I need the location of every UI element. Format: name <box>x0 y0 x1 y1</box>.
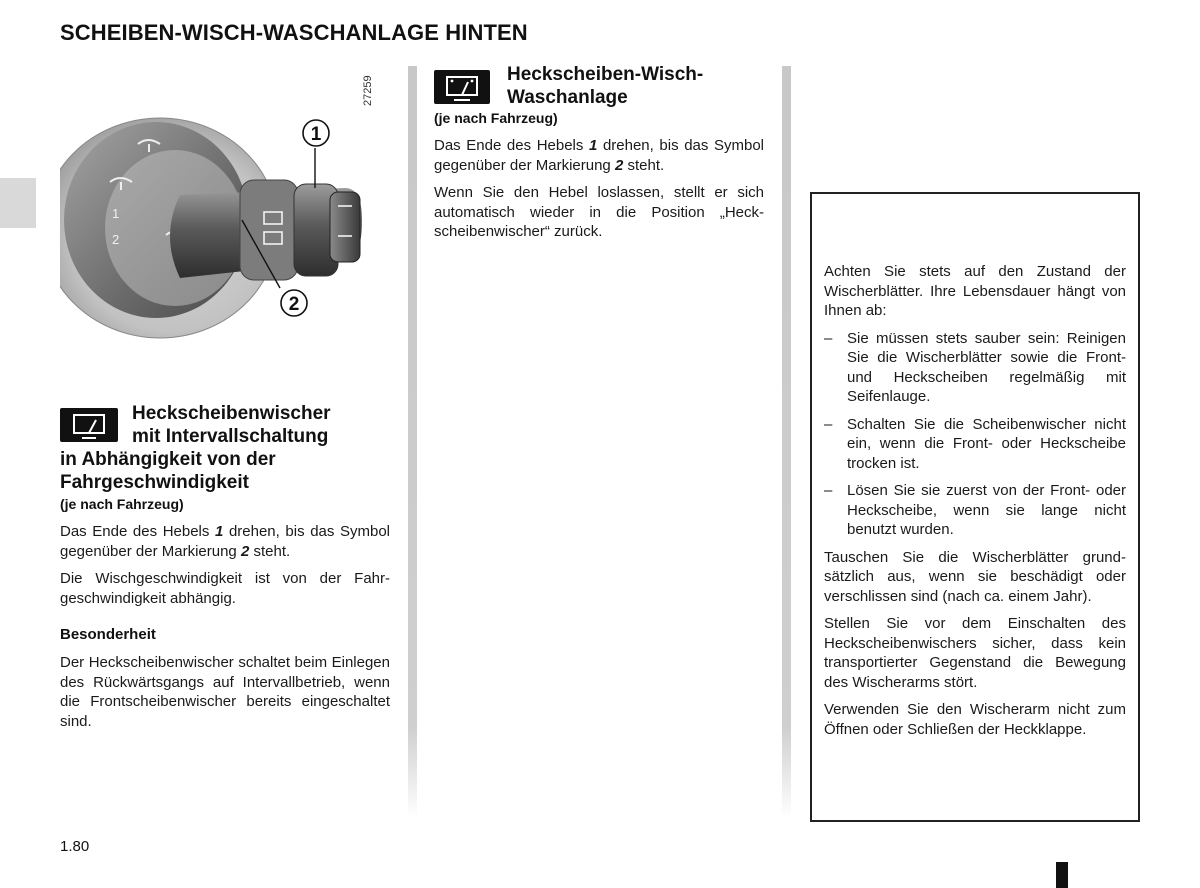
lever-ref-1: 1 <box>589 137 598 154</box>
lever-ref-1: 1 <box>215 523 224 540</box>
column-separator-right <box>782 66 791 818</box>
section-left-heading-line1: Heckscheibenwischer <box>132 403 331 424</box>
dial-label-1: 1 <box>112 206 120 221</box>
note-box <box>810 192 1140 822</box>
note-check-paragraph: Stellen Sie vor dem Einschalten des Heckscheibenwischers sicher, dass kein transportierter Gegenstand die Bewegung des Wischerarms stört. <box>824 615 1126 691</box>
section-left-heading-line4: Fahrgeschwindigkeit <box>60 472 249 493</box>
section-left-paragraph-1: Das Ende des Hebels 1 drehen, bis das Symbol gegenüber der Markierung 2 steht. <box>60 523 390 560</box>
besonderheit-title: Besonderheit <box>60 626 156 643</box>
page-title: SCHEIBEN-WISCH-WASCHANLAGE HINTEN <box>60 20 528 45</box>
marker-ref-2: 2 <box>614 156 624 174</box>
note-intro: Achten Sie stets auf den Zustand der Wischerblätter. Ihre Lebensdauer hängt von Ihnen ab: <box>824 263 1126 319</box>
section-left-heading-line3: in Abhängigkeit von der <box>60 449 276 470</box>
note-bullet: – Schalten Sie die Scheibenwischer nicht ein, wenn die Front- oder Heckscheibe trocken ist. <box>824 415 1126 472</box>
note-bullet: – Lösen Sie sie zuerst von der Front- oder Heckscheibe, wenn sie lange nicht benutzt wurden. <box>824 482 1126 538</box>
section-middle-paragraph-1: Das Ende des Hebels 1 drehen, bis das Symbol gegenüber der Markierung 2 steht. <box>434 137 764 174</box>
section-middle-heading-line2: Waschanlage <box>507 87 628 108</box>
section-middle-subheading: (je nach Fahrzeug) <box>434 110 558 126</box>
note-replace-paragraph: Tauschen Sie die Wischerblätter grundsätzlich aus, wenn sie beschädigt oder verschlissen sind (nach ca. einem Jahr). <box>824 548 1126 605</box>
marker-ref-2: 2 <box>240 542 250 560</box>
note-bullet: – Sie müssen stets sauber sein: Reinigen Sie die Wischerblätter sowie die Front- und Heckscheiben regelmäßig mit Seifenlauge. <box>824 329 1126 405</box>
note-content <box>824 262 1126 747</box>
rear-washer-icon <box>434 70 490 104</box>
column-separator-left <box>408 66 417 818</box>
callout-1-label: 1 <box>310 124 322 145</box>
rear-wiper-interval-icon <box>60 408 118 442</box>
wiper-stalk-drawing <box>60 60 390 380</box>
callout-2-label: 2 <box>288 294 300 315</box>
wiper-stalk-illustration <box>60 60 390 380</box>
section-middle-heading-line1: Heckscheiben-Wisch- <box>507 64 704 85</box>
chapter-tab <box>0 178 36 228</box>
dial-label-2: 2 <box>112 232 120 247</box>
figure-code: 27259 <box>362 75 374 106</box>
section-left-paragraph-2: Die Wischgeschwindigkeit ist von der Fahrgeschwindigkeit abhängig. <box>60 570 390 607</box>
section-left-heading-line2: mit Intervallschaltung <box>132 426 329 447</box>
section-left-subheading: (je nach Fahrzeug) <box>60 496 184 512</box>
section-left-paragraph-3: Der Heckscheibenwischer schaltet beim Einlegen des Rückwärtsgangs auf Intervallbetrieb, wenn die Frontscheibenwischer bereits eingeschaltet sind. <box>60 654 390 730</box>
section-middle-paragraph-2: Wenn Sie den Hebel loslassen, stellt er sich automatisch wieder in die Position „Heckscheibenwischer“ zurück. <box>434 184 764 240</box>
note-arm-paragraph: Verwenden Sie den Wischerarm nicht zum Öffnen oder Schließen der Heckklappe. <box>824 701 1126 738</box>
page-corner-mark <box>1056 862 1068 888</box>
page-number: 1.80 <box>60 838 90 855</box>
